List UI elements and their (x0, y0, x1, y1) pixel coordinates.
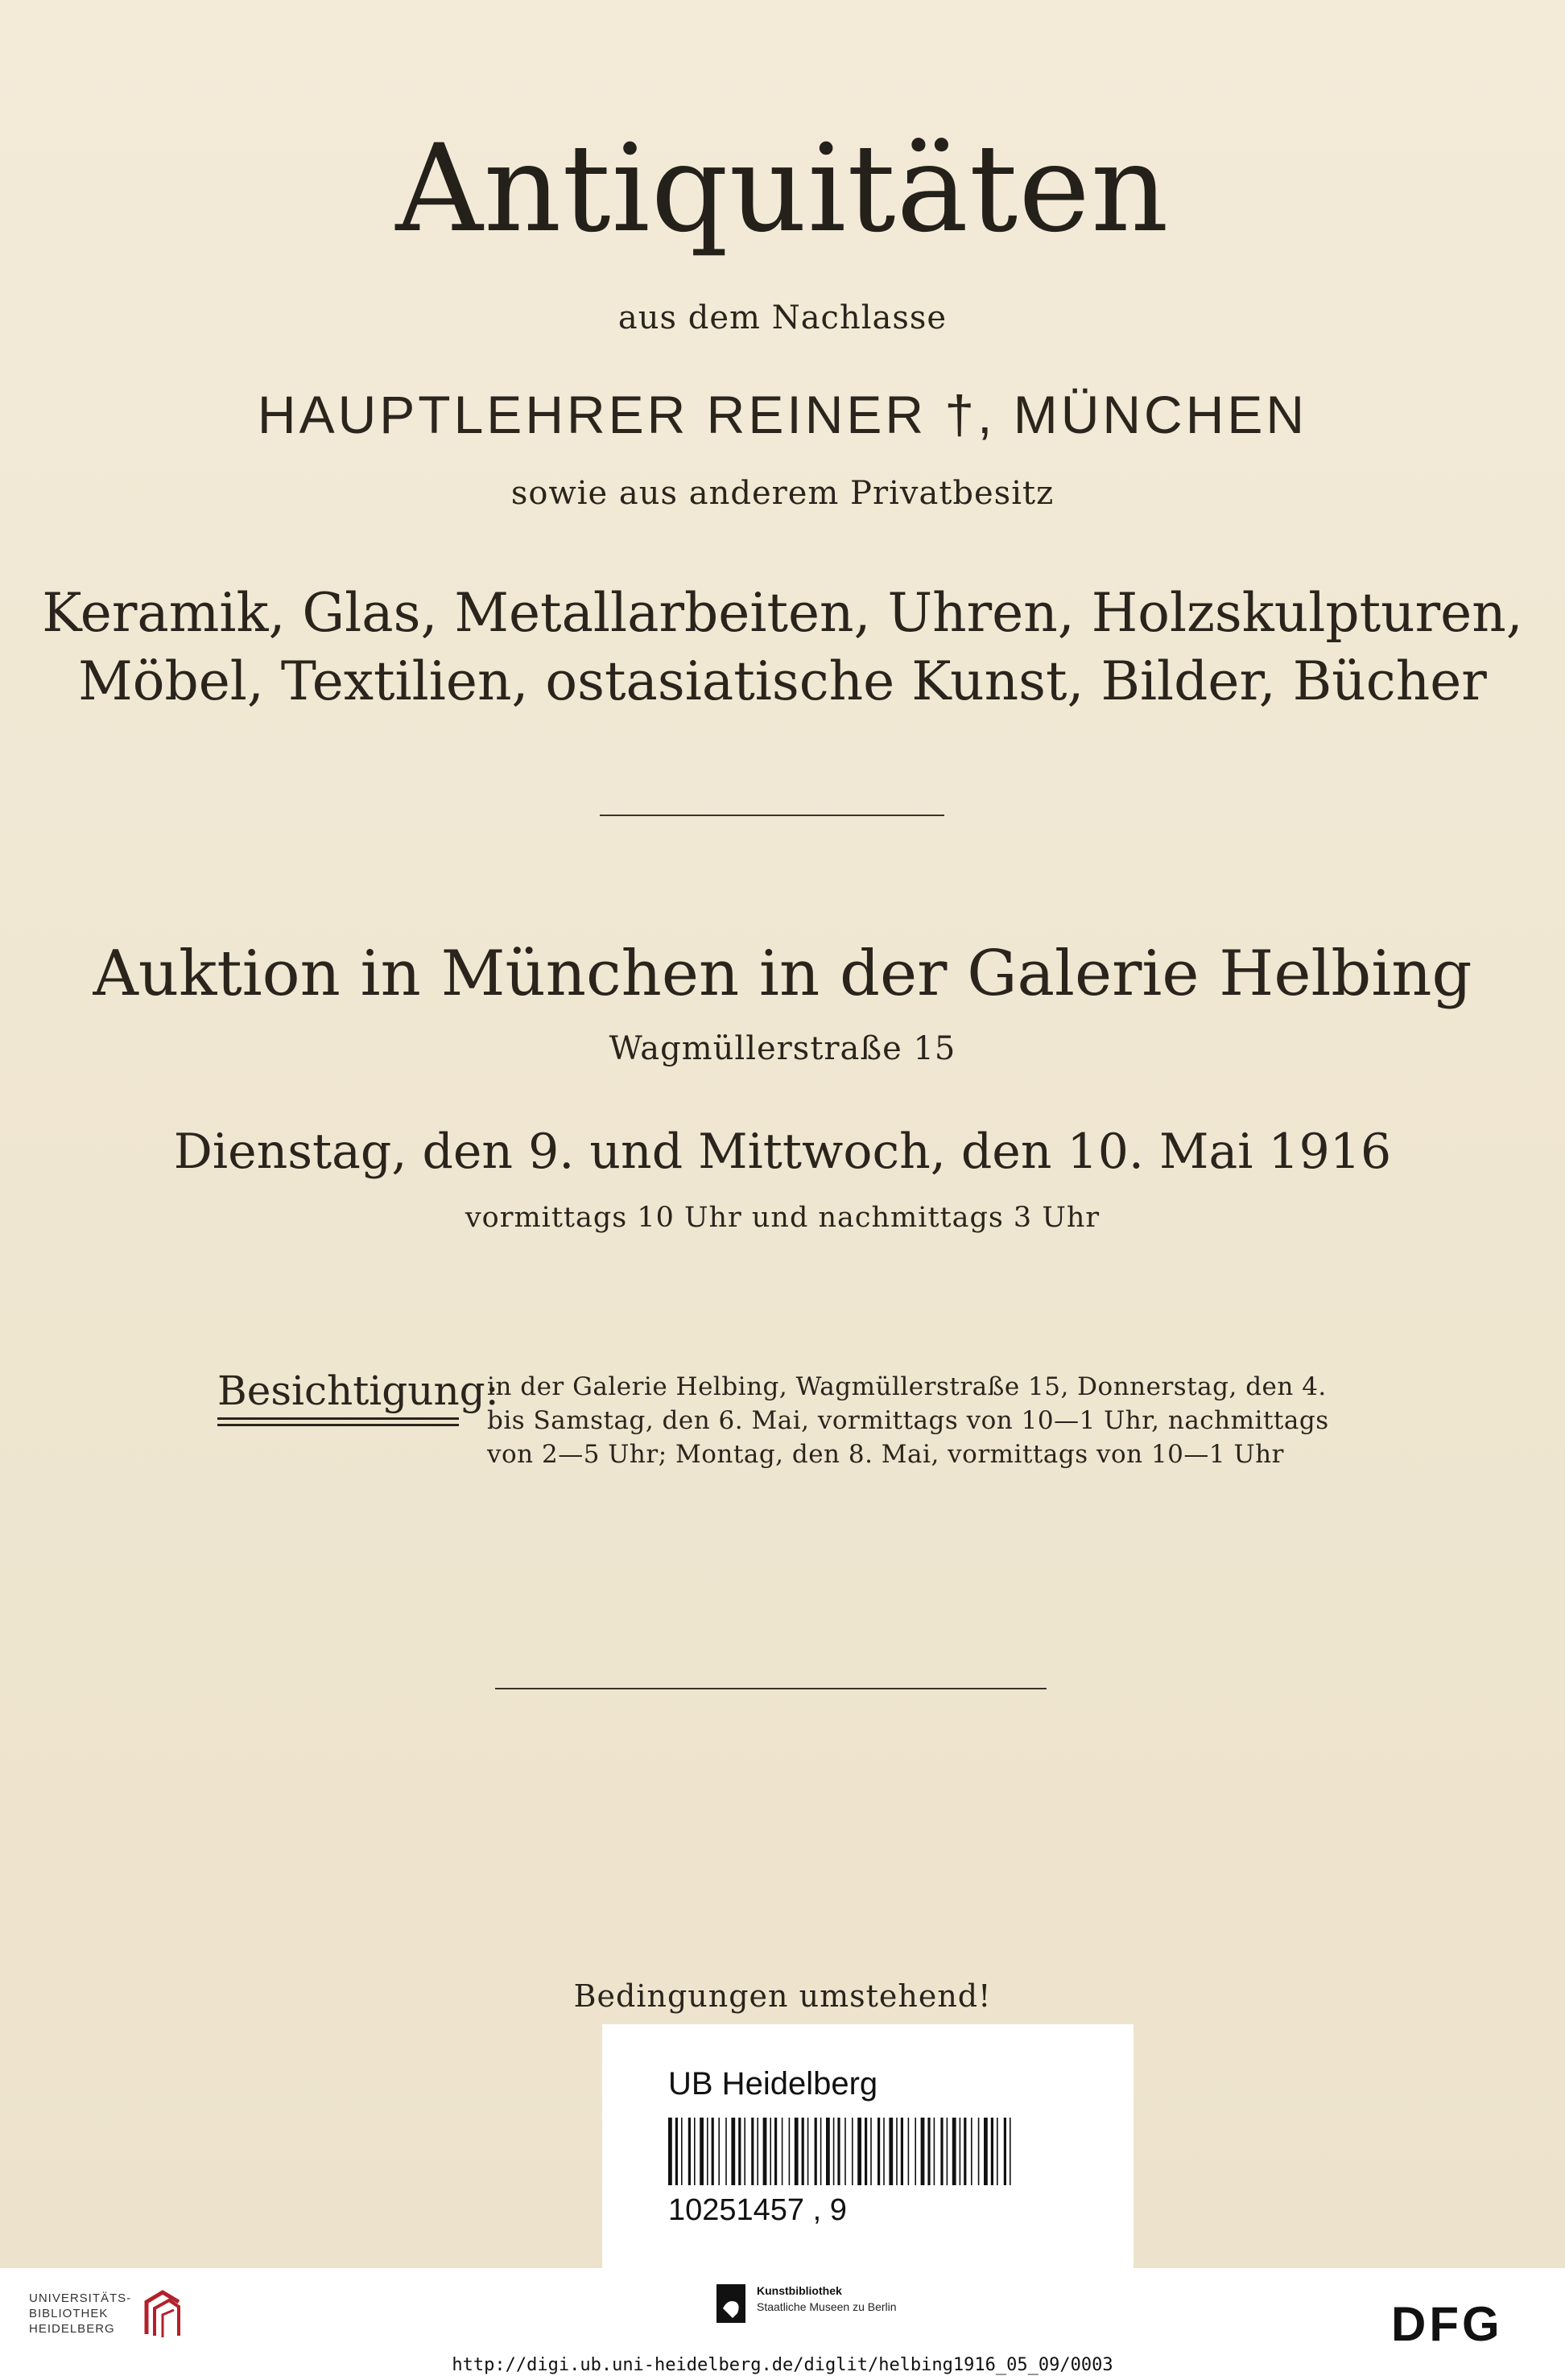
estate-intro: aus dem Nachlasse (617, 299, 948, 336)
dfg-logo (1391, 2300, 1536, 2345)
footer-bar (0, 2268, 1565, 2380)
auction-address: Wagmüllerstraße 15 (609, 1030, 956, 1067)
kunstbibliothek-title: Kunstbibliothek (757, 2284, 842, 2297)
categories-line-2: Möbel, Textilien, ostasiatische Kunst, Bilder, Bücher (78, 650, 1487, 712)
dfg-logo-text: DFG (1391, 2300, 1503, 2345)
divider-rule-1 (600, 815, 944, 816)
barcode-icon (668, 2118, 1014, 2185)
ub-heidelberg-logo-text: UNIVERSITÄTS- BIBLIOTHEK HEIDELBERG (29, 2291, 132, 2336)
viewing-label: Besichtigung: (217, 1367, 499, 1414)
viewing-underline-2 (217, 1424, 459, 1426)
barcode-number: 10251457 , 9 (668, 2193, 847, 2227)
categories-line-1: Keramik, Glas, Metallarbeiten, Uhren, Holzskulpturen, (42, 582, 1523, 644)
kunstbibliothek-logo-icon (716, 2284, 745, 2323)
auction-heading: Auktion in München in der Galerie Helbing (93, 938, 1472, 1010)
kunstbibliothek-subtitle: Staatliche Museen zu Berlin (757, 2300, 897, 2313)
auction-date: Dienstag, den 9. und Mittwoch, den 10. Mai 1916 (173, 1124, 1392, 1180)
viewing-text-line: in der Galerie Helbing, Wagmüllerstraße 15, Donnerstag, den 4. (487, 1372, 1327, 1401)
barcode-label (602, 2024, 1133, 2268)
barcode-library: UB Heidelberg (668, 2066, 878, 2102)
auction-time: vormittags 10 Uhr und nachmittags 3 Uhr (465, 1202, 1100, 1234)
viewing-text-line: von 2—5 Uhr; Montag, den 8. Mai, vormittags von 10—1 Uhr (487, 1440, 1284, 1469)
estate-owner: HAUPTLEHRER REINER †, MÜNCHEN (257, 385, 1308, 444)
ub-heidelberg-logo-icon (138, 2286, 187, 2342)
source-url: http://digi.ub.uni-heidelberg.de/diglit/helbing1916_05_09/0003 (452, 2355, 1113, 2375)
divider-rule-2 (495, 1688, 1047, 1689)
viewing-underline (217, 1417, 459, 1420)
page-title: Antiquitäten (395, 119, 1170, 259)
other-sources: sowie aus anderem Privatbesitz (510, 475, 1055, 512)
viewing-text-line: bis Samstag, den 6. Mai, vormittags von 10—1 Uhr, nachmittags (487, 1406, 1329, 1435)
conditions-note: Bedingungen umstehend! (573, 1978, 992, 2014)
